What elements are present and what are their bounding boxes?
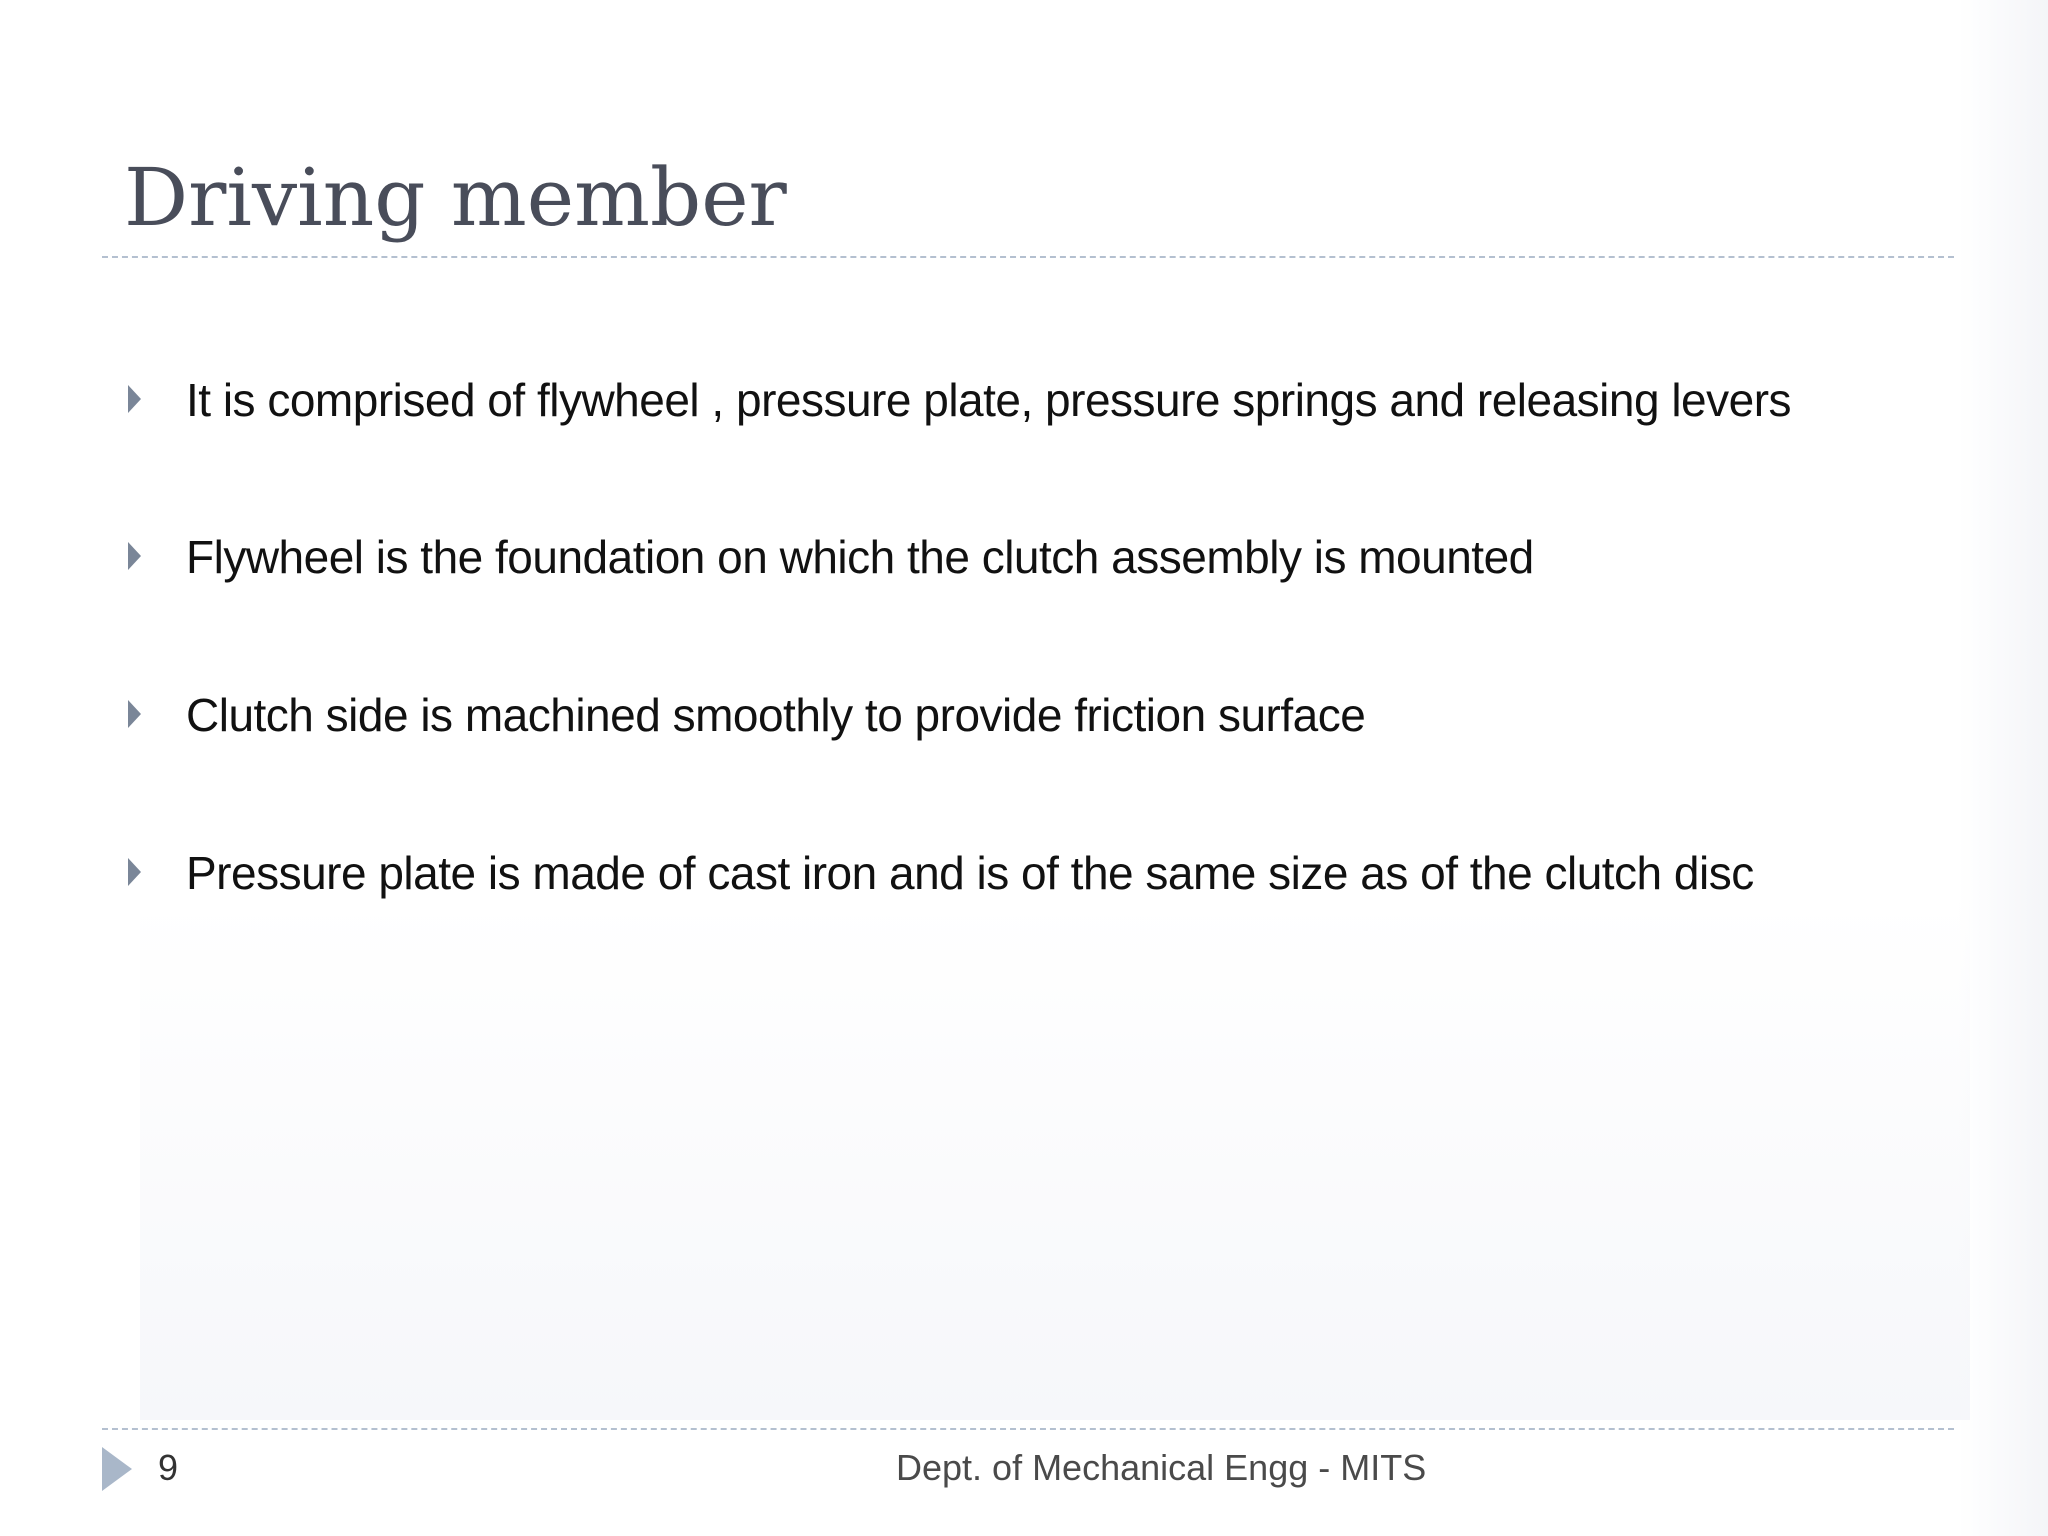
triangle-right-icon: [128, 858, 141, 886]
slide-title: Driving member: [124, 151, 787, 244]
bullet-text: Pressure plate is made of cast iron and is of the same size as of the clutch disc: [186, 847, 1754, 899]
page-number: 9: [158, 1447, 179, 1488]
footer-divider: [102, 1428, 1954, 1430]
title-divider: [102, 256, 1954, 258]
content-background-shade: [140, 900, 1970, 1420]
triangle-right-icon: [102, 1447, 132, 1491]
footer-text: Dept. of Mechanical Engg - MITS: [896, 1447, 1427, 1488]
right-edge-shade: [1958, 0, 2048, 1536]
bullet-text: It is comprised of flywheel , pressure plate, pressure springs and releasing levers: [186, 374, 1792, 426]
triangle-right-icon: [128, 700, 141, 728]
bullet-text: Flywheel is the foundation on which the clutch assembly is mounted: [186, 531, 1534, 583]
triangle-right-icon: [128, 542, 141, 570]
bullet-text: Clutch side is machined smoothly to provide friction surface: [186, 689, 1366, 741]
triangle-right-icon: [128, 385, 141, 413]
